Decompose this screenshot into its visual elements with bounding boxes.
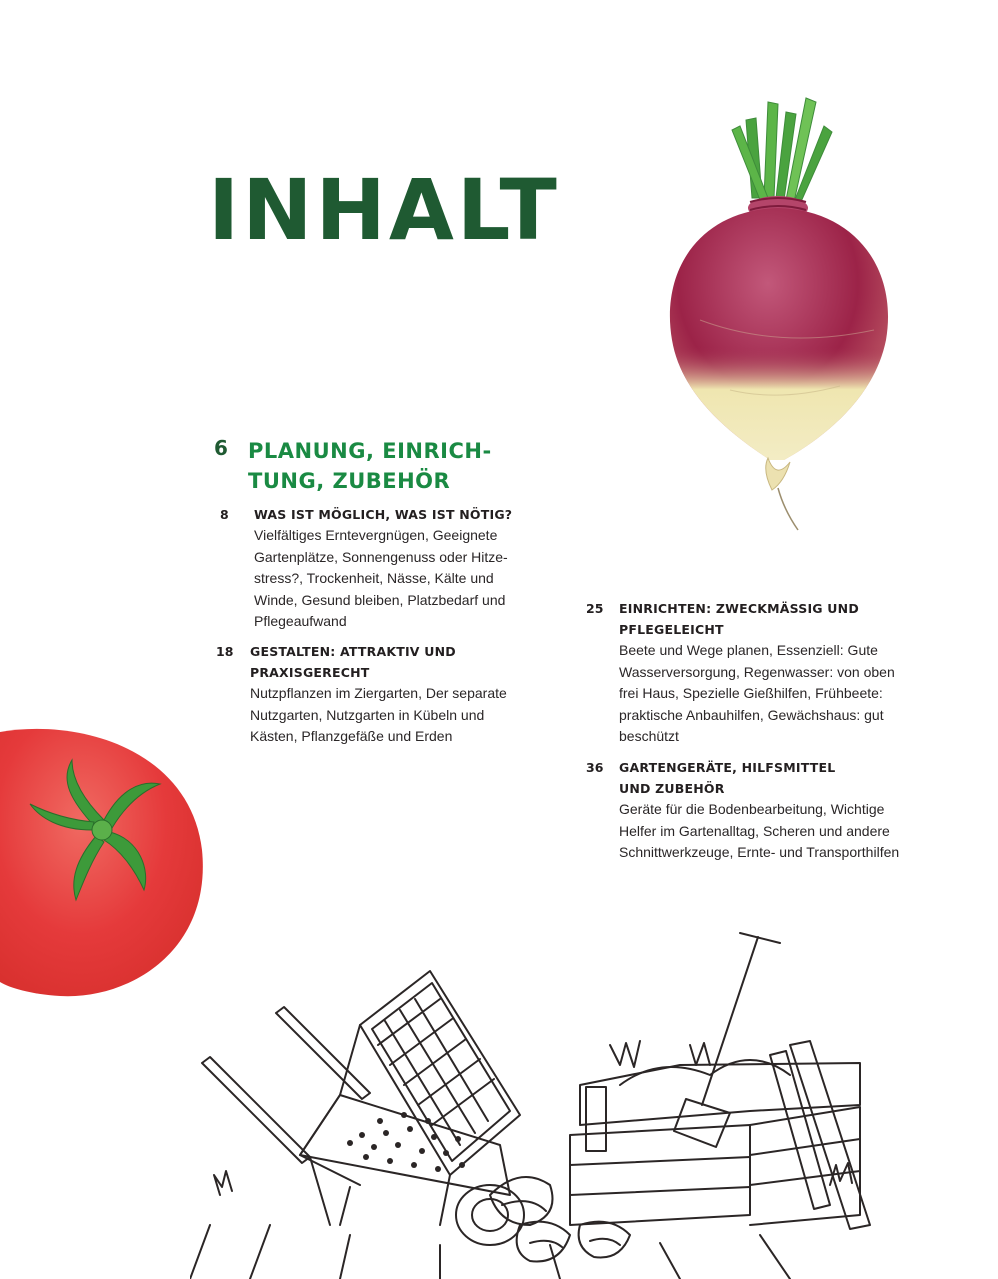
garden-sieve [340, 971, 520, 1225]
entry-description: Vielfältiges Erntevergnügen, Geeignete Gartenplätze, Sonnengenuss oder Hitze- stress?, Trockenheit, Nässe, Kälte und Winde, Gesund bleiben, Platzbedarf und Pflegeaufwand [254, 527, 508, 629]
entry-description: Geräte für die Bodenbearbeitung, Wichtige Helfer im Gartenalltag, Scheren und andere Schnittwerkzeuge, Ernte- und Transporthilfen [619, 801, 900, 860]
page-title: INHALT [208, 161, 560, 259]
leafy-plants [490, 1177, 630, 1261]
turnip-illustration [660, 90, 900, 540]
toc-entry[interactable] [220, 504, 540, 633]
toc-entry[interactable] [216, 641, 536, 748]
entry-page-number: 36 [586, 760, 604, 775]
turnip-leaves [732, 98, 832, 204]
garden-tools-illustration [190, 925, 890, 1279]
toc-entry[interactable] [586, 757, 946, 864]
chapter-number: 6 [214, 436, 228, 460]
entry-page-number: 18 [216, 644, 234, 659]
tomato-illustration [0, 720, 220, 1000]
entry-description: Nutzpflanzen im Ziergarten, Der separate Nutzgarten, Nutzgarten in Kübeln und Kästen, Pflanzgefäße und Erden [250, 685, 507, 744]
entry-page-number: 8 [220, 507, 229, 522]
entry-heading: WAS IST MÖGLICH, WAS IST NÖTIG? [254, 507, 513, 522]
entry-heading: GESTALTEN: ATTRAKTIV UND PRAXISGERECHT [250, 644, 456, 680]
entry-description: Beete und Wege planen, Essenziell: Gute Wasserversorgung, Regenwasser: von oben frei Haus, Spezielle Gießhilfen, Frühbeete: praktische Anbauhilfen, Gewächshaus: gut beschützt [619, 642, 895, 744]
entry-heading: EINRICHTEN: ZWECKMÄSSIG UND PFLEGELEICHT [619, 601, 859, 637]
entry-page-number: 25 [586, 601, 604, 616]
chapter-title: PLANUNG, EINRICH- TUNG, ZUBEHÖR [248, 439, 492, 493]
spade [674, 933, 780, 1147]
entry-heading: GARTENGERÄTE, HILFSMITTEL UND ZUBEHÖR [619, 760, 836, 796]
toc-entry[interactable] [586, 598, 946, 748]
